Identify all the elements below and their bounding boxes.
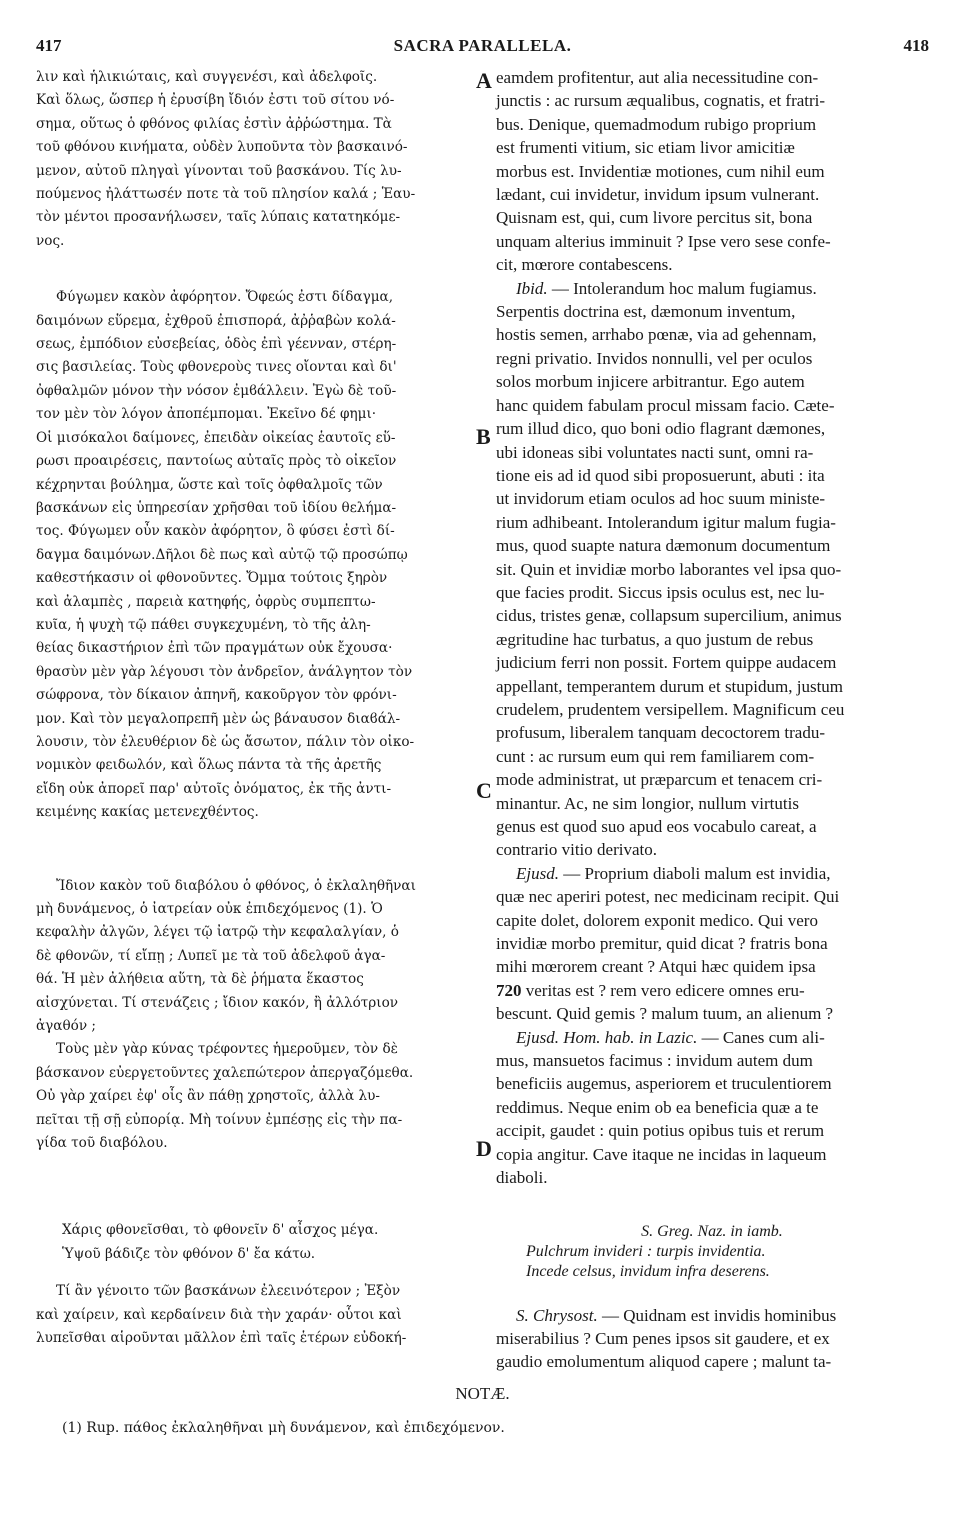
running-header: [36, 36, 929, 58]
greek-paragraph-5: Τί ἂν γένοιτο τῶν βασκάνων ἐλεεινότερον ; Ἐξὸν καὶ χαίρειν, καὶ κερδαίνειν διὰ τὴν χαράν· οὗτοι καὶ λυπεῖσθαι αἱροῦνται μᾶλλον ἐπὶ ταῖς ἑτέρων εὐδοκή-: [36, 1283, 407, 1347]
latin-paragraph-2: Ibid. — Intolerandum hoc malum fugiamus. Serpentis doctrina est, dæmonum inventum, hostis semen, arrhabo pœnæ, via ad gehennam, regni privatio. Invidos nonnulli, vel per oculos solos morbum injicere arbitrantur. Ego autem hanc quidem fabulam procul missam facio. Cæte- rum illud dico, quo boni odio flagrant dæmones, ubi idoneas sibi voluntates nacti sunt, omni ra- tione eis ad id quod sibi proposuerunt, abuti : ita ut invidorum etiam oculos ad hoc suum ministe- rium adhibeant. Intolerandum igitur malum fugia- mus, quod suapte natura dæmonum documentum sit. Quin et invidiæ morbo laborantes vel ipsa quo- que facies prodit. Siccus ipsis oculus est, nec lu- cidus, tristes genæ, collapsum supercilium, animus ægritudine hac turbatus, a quo justum de rebus judicium ferri non possit. Fortem quippe audacem appellant, temperantem durum et stupidum, justum crudelem, prudentem versipellem. Magnificum ceu profusum, liberalem tanquam decoctorem tradu- cunt : ac rursum eum qui rem familiarem com- mode administrat, ut præparcum et tenacem cri- minantur. Ac, ne sim longior, nullum virtutis genus est quod suo apud eos vocabulo careat, a contrario vitio derivato.: [496, 278, 845, 860]
section-marker-d: D: [476, 1136, 492, 1161]
footnote-source: Rup.: [86, 1420, 120, 1436]
latin-source-chrysost: S. Chrysost.: [516, 1305, 598, 1325]
greek-paragraph-1: λιν καὶ ἡλικιώταις, καὶ συγγενέσι, καὶ ἀδελφοῖς. Καὶ ὅλως, ὥσπερ ἡ ἐρυσίβη ἴδιόν ἐστι τοῦ σίτου νό- σημα, οὕτως ὁ φθόνος φιλίας ἐστὶν ἀῤῥώστημα. Τὰ τοῦ φθόνου κινήματα, οὐδὲν λυποῦντα τὸν βασκαινό- μενον, αὐτοῦ πληγαὶ γίνονται τοῦ βασκάνου. Τίς λυ- πούμενος ἠλάττωσέν ποτε τὰ τοῦ πλησίον καλά ; Ἑαυ- τὸν μέντοι προσανήλωσεν, ταῖς λύπαις κατατηκόμε- νος.: [36, 69, 416, 249]
section-marker-a: A: [476, 68, 492, 93]
latin-source-lazic: Ejusd. Hom. hab. in Lazic.: [516, 1027, 698, 1047]
footnote-text: πάθος ἐκλαληθῆναι μὴ δυνάμενον, καὶ ἐπιδεχόμενον.: [123, 1420, 505, 1436]
page-number-right: 418: [903, 36, 929, 55]
latin-paragraph-4: Ejusd. Hom. hab. in Lazic. — Canes cum ali- mus, mansuetos facimus : invidum autem dum beneficiis augemus, asperiorem et truculentiorem reddimus. Neque enim ob ea beneficia quæ a te accipit, gaudet : quin potius opibus tuis et rerum copia angitur. Cave itaque ne incidas in laqueum diaboli.: [496, 1027, 832, 1188]
latin-source-ibid: Ibid.: [516, 278, 548, 298]
greek-verse: Χάρις φθονεῖσθαι, τὸ φθονεῖν δ' αἶσχος μέγα. Ὑψοῦ βάδιζε τὸν φθόνον δ' ἔα κάτω.: [62, 1222, 379, 1262]
notes-heading: NOTÆ.: [455, 1384, 510, 1403]
greek-paragraph-3: Ἴδιον κακὸν τοῦ διαβόλου ὁ φθόνος, ὁ ἐκλαληθῆναι μὴ δυνάμενος, ὁ ἰατρείαν οὐκ ἐπιδεχόμενος (1). Ὁ κεφαλὴν ἀλγῶν, λέγει τῷ ἰατρῷ τὴν κεφαλαλγίαν, ὁ δὲ φθονῶν, τί εἴπῃ ; Λυπεῖ με τὰ τοῦ ἀδελφοῦ ἀγα- θά. Ἡ μὲν ἀλήθεια αὕτη, τὰ δὲ ῥήματα ἕκαστος αἰσχύνεται. Τί στενάζεις ; ἴδιον κακόν, ἢ ἀλλότριον ἀγαθόν ;: [36, 877, 416, 1035]
section-marker-c: C: [476, 778, 492, 803]
page-number-left: 417: [36, 36, 62, 55]
footnote-1: [62, 1420, 922, 1436]
latin-paragraph-3: Ejusd. — Proprium diaboli malum est invidia, quæ nec aperiri potest, nec medicinam recipit. Qui capite dolet, dolorem exponit medico. Qui vero invidiæ morbo premitur, quid dicat ? fratris bona mihi mœrorem creant ? Atqui hæc quidem ipsa 720 veritas est ? rem vero edicere omnes eru- bescunt. Quid gemis ? malum tuum, an alienum ?: [496, 863, 840, 1024]
section-marker-b: B: [476, 424, 491, 449]
greek-paragraph-2: Φύγωμεν κακὸν ἀφόρητον. Ὄφεώς ἐστι δίδαγμα, δαιμόνων εὕρεμα, ἐχθροῦ ἐπισπορά, ἀῤῥαβὼν κολά- σεως, ἐμπόδιον εὐσεβείας, ὁδὸς ἐπὶ γέενναν, στέρη- σις βασιλείας. Τοὺς φθονεροὺς τινες οἴονται καὶ δι' ὀφθαλμῶν μόνον τὴν νόσον ἐμϐάλλειν. Ἐγὼ δὲ τοῦ- τον μὲν τὸν λόγον ἀποπέμπομαι. Ἐκεῖνο δέ φημι· Οἱ μισόκαλοι δαίμονες, ἐπειδὰν οἰκείας ἑαυτοῖς εὕ- ρωσι προαιρέσεις, παντοίως αὐταῖς πρὸς τὸ οἰκεῖον κέχρηνται βούλημα, ὥστε καὶ τοῖς ὀφθαλμοῖς τῶν βασκάνων εἰς ὑπηρεσίαν χρῆσθαι τοῦ ἰδίου θελήμα- τος. Φύγωμεν οὖν κακὸν ἀφόρητον, ὃ φύσει ἐστὶ δί- δαγμα δαιμόνων.Δῆλοι δὲ πως καὶ αὐτῷ τῷ προσώπῳ καθεστήκασιν οἱ φθονοῦντες. Ὄμμα τούτοις ξηρὸν καὶ ἀλαμπὲς , παρειὰ κατηφής, ὀφρὺς συμπεπτω- κυῖα, ἡ ψυχὴ τῷ πάθει συγκεχυμένη, τὸ τῆς ἀλη- θείας δικαστήριον ἐπὶ τῶν πραγμάτων οὐκ ἔχουσα· θρασὺν μὲν γὰρ λέγουσι τὸν ἀνδρεῖον, ἀνάλγητον τὸν σώφρονα, τὸν δίκαιον ἀπηνῆ, κακοῦργον τὸν φρόνι- μον. Καὶ τὸν μεγαλοπρεπῆ μὲν ὡς βάναυσον διαϐάλ- λουσιν, τὸν ἐλευθέριον δὲ ὡς ἄσωτον, πάλιν τὸν οἰκο- νομικὸν φειδωλόν, καὶ ὅλως πάντα τὰ τῆς ἀρετῆς εἴδη οὐκ ἀπορεῖ παρ' αὐτοῖς ὀνόματος, ἐκ τῆς ἀντι- κειμένης κακίας μετενεχθέντος.: [36, 289, 415, 821]
footnote-number: (1): [62, 1420, 82, 1436]
page-title: SACRA PARALLELA.: [393, 36, 572, 55]
column-number: 720: [496, 980, 522, 1000]
latin-column: [496, 66, 928, 1374]
greek-column: [36, 66, 474, 1351]
verse-attribution: S. Greg. Naz. in iamb.: [641, 1222, 783, 1240]
greek-paragraph-4: Τοὺς μὲν γὰρ κύνας τρέφοντες ἡμεροῦμεν, τὸν δὲ βάσκανον εὐεργετοῦντες χαλεπώτερον ἀπεργαζόμεθα. Οὐ γὰρ χαίρει ἐφ' οἷς ἂν πάθῃ χρηστοῖς, ἀλλὰ λυ- πεῖται τῇ σῇ εὐπορίᾳ. Μὴ τοίνυν ἐμπέσῃς εἰς τὴν πα- γίδα τοῦ διαβόλου.: [36, 1041, 414, 1152]
latin-paragraph-5: S. Chrysost. — Quidnam est invidis hominibus miserabilius ? Cum penes ipsos sit gaudere, et ex gaudio emolumentum aliquod capere ; malunt ta-: [496, 1305, 837, 1372]
latin-source-ejusd: Ejusd.: [516, 863, 559, 883]
latin-verse: Pulchrum invideri : turpis invidentia. Incede celsus, invidum infra deserens.: [526, 1242, 770, 1280]
latin-paragraph-1: eamdem profitentur, aut alia necessitudine con- junctis : ac rursum æqualibus, cognatis, et fratri- bus. Denique, quemadmodum rubigo proprium est frumenti vitium, sic etiam livor amicitiæ morbus est. Invidentiæ motiones, cum nihil eum lædant, cui invidetur, invidum ipsum vulnerant. Quisnam est, qui, cum livore percitus sit, bona unquam alterius imminuit ? Ipse vero sese confe- cit, mœrore contabescens.: [496, 68, 831, 275]
